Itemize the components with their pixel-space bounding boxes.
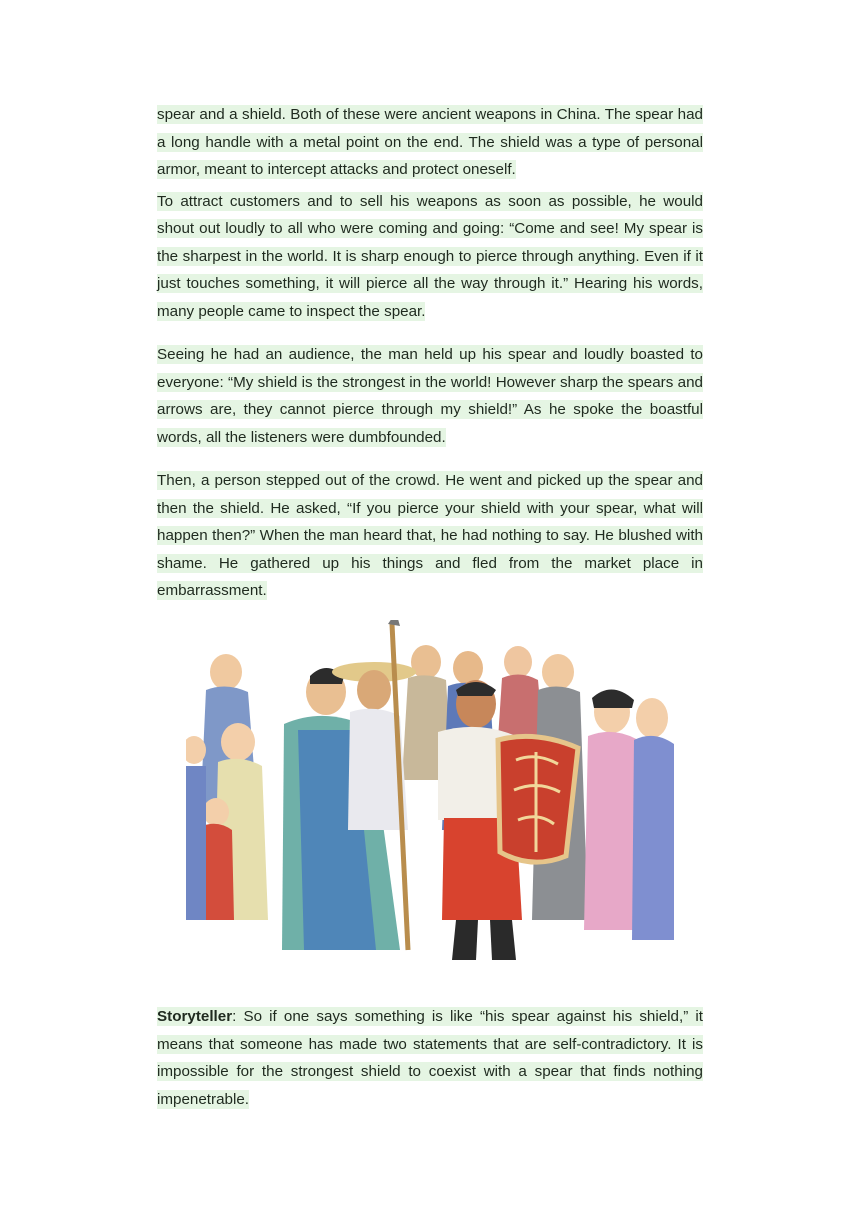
shield-icon bbox=[498, 736, 578, 862]
storyteller-paragraph bbox=[157, 1003, 703, 1113]
women-figures bbox=[584, 689, 674, 940]
paragraph-1 bbox=[157, 101, 703, 184]
story-illustration bbox=[186, 620, 674, 974]
paragraph-2-text: To attract customers and to sell his weapons as soon as possible, he would shout out loudly to all who were coming and going: “Come and see! My spear is the sharpest in the world. It is sharp enough to pierce through anything. Even if it just touches something, it will pierce all the way through it.” Hearing his words, many people came to inspect the spear. bbox=[157, 192, 703, 320]
children-figures bbox=[186, 723, 268, 920]
paragraph-5 bbox=[157, 1003, 703, 1113]
paragraph-5-text: : So if one says something is like “his spear against his shield,” it means that someone has made two statements that are self-contradictory. It is impossible for the strongest shield to coexist with a spear that finds nothing impenetrable. bbox=[157, 1008, 703, 1108]
paragraph-1-text: spear and a shield. Both of these were ancient weapons in China. The spear had a long handle with a metal point on the end. The shield was a type of personal armor, meant to intercept attacks and protect oneself. bbox=[157, 106, 703, 178]
paragraph-4 bbox=[157, 467, 703, 605]
story-text-column bbox=[157, 101, 703, 605]
crowd-illustration-image bbox=[186, 620, 674, 974]
paragraph-3-text: Seeing he had an audience, the man held up his spear and loudly boasted to everyone: “My shield is the strongest in the world! However sharp the spears and arrows are, they cannot pierce through my shield!” As he spoke the boastful words, all the listeners were dumbfounded. bbox=[157, 346, 703, 446]
storyteller-label: Storyteller bbox=[157, 1008, 233, 1025]
paragraph-3 bbox=[157, 341, 703, 451]
paragraph-5-highlight bbox=[157, 1007, 703, 1109]
paragraph-4-text: Then, a person stepped out of the crowd. He went and picked up the spear and then the shield. He asked, “If you pierce your shield with your spear, what will happen then?” When the man heard that, he had nothing to say. He blushed with shame. He gathered up his things and fled from the market place in embarrassment. bbox=[157, 472, 703, 599]
paragraph-2 bbox=[157, 188, 703, 326]
